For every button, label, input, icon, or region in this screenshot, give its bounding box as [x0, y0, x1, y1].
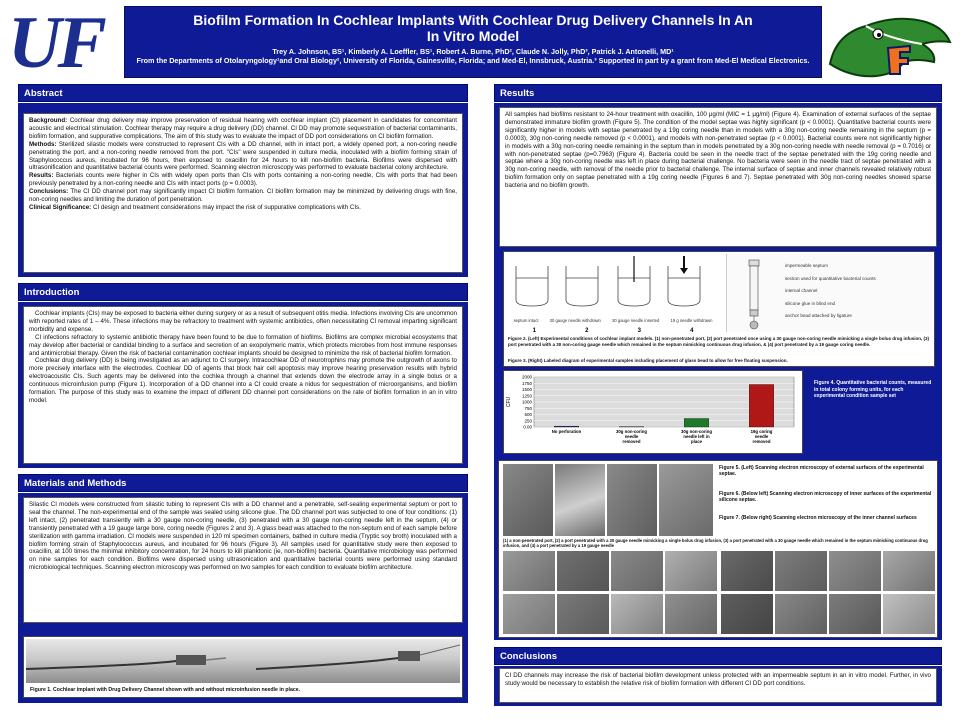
figure-6-caption: Figure 6. (Below left) Scanning electron microscopy of inner surfaces of the experimental silicone septae. [719, 491, 932, 504]
sem-channel-6 [775, 594, 827, 634]
introduction-panel [18, 302, 468, 468]
abstract-results: Bacterials counts were higher in CIs with widely open ports than CIs with ports containing a non-coring needle, CIs with ports that had been previously penetrated by a non-coring needle and CIs with intact ports (p = 0.0003). [29, 172, 457, 188]
chart-ytick-label: 1750 [521, 380, 532, 386]
chart-category-label: 30g non-coring [680, 429, 713, 434]
chart-ytick-label: 0.00 [523, 424, 532, 430]
figure-3-diagram [726, 254, 932, 332]
sem-conditions-caption: (1) a non-penetrated port, (2) a port penetrated with a 30 gauge needle mimicking a single bolus drug infusion, (3) a port penetrated with a 30 gauge needle which remained in the septum mimicking continuous drug infusion, and (4) a port penetrated by a 19 gauge needle [503, 538, 928, 549]
poster-title-line2: In Vitro Model [426, 28, 520, 44]
results-panel [494, 103, 942, 640]
abstract-clinical: CI design and treatment considerations may impact the risk of suppurative complications with CIs. [91, 203, 361, 211]
abstract-conclusions: The CI DD channel port may significantly impact CI biofilm formation. CI biofilm formation may be minimized by delivering drugs with fine, non-coring needles and limiting the duration of port penetration. [29, 188, 457, 204]
affiliations: From the Departments of Otolaryngology¹and Oral Biology², University of Florida, Gainesville, Florida; and Med-El, Innsbruck, Austria.³ Supported in part by a grant from Med-El Medical Electronics. [136, 56, 810, 65]
results-text: All samples had biofilms resistant to 24-hour treatment with oxacillin, 100 μg/ml (MIC = 1 μg/ml) (Figure 4). Examination of external surfaces of the septae demonstrated immature biofilm growth (Figure 5). The condition of the model septae was highly significant (p < 0.0001). Quantitative bacterial counts were significantly higher in models with septae penetrated by a 19g coring needle than in models with a 30g non-coring needle remaining in the septum (p = 0.0003), 30g non-coring needle removed (p < 0.0001), and models with non-penetrated septae (p < 0.0001). Bacterial counts were not significantly higher in models with a 30g non-coring needle remaining in the septum than in models penetrated by a 30g non-coring needle with needle removal (p = 0.7016) or with non-penetrated septae (p=0.7963) (Figure 4). Bacteria could be seen in the needle tract of the septae penetrated with the 19g coring needle and septae where a 30g non-coring needle was left in place during bacterial challenge. No bacteria were seen in the needle tract of septae penetrated with a 30g non-coring needle, with removal of the needle prior to bacterial challenge. The internal surface of septae and inner channels revealed relatively robust biofilm formation only on septae penetrated with a 19g coring needle (Figures 6 and 7). Septae penetrated with 30g non-coring needles showed sparse bacteria and no biofilm growth. [499, 107, 937, 247]
sem-inner-7 [611, 594, 663, 634]
figure-1-caption: Figure 1. Cochlear implant with Drug Delivery Channel shown with and without microinfusion needle in place. [30, 687, 301, 693]
introduction-p2: CI infections refractory to systemic antibiotic therapy have been found to be due to formation of biofilms. Biofilms are complex microbial ecosystems that may develop after bacterial or candidal binding to a surface and secretion of an exopolymeric matrix, which protects microbes from host immune responses and antimicrobial therapy. Given the risk of bacterial contamination cochlear implants should be designed to minimize the risk of bacterial biofilm formation. [29, 333, 457, 357]
chart-category-label: needle [754, 434, 769, 439]
fig2-num-2: 2 [585, 328, 589, 334]
chart-ytick-label: 500 [524, 412, 532, 417]
chart-category-label: needle [624, 434, 639, 439]
chart-ytick-label: 1250 [521, 393, 532, 399]
chart-category-label: 30g non-coring [615, 429, 648, 434]
abstract-background: Cochlear drug delivery may improve preservation of residual hearing with cochlear implant (CI) placement in candidates for concomitant acoustic and electrical stimulation. Cochlear therapy may require a drug delivery (DD) channel. CI DD may promote sequestration of bacterial contaminants, biofilm formation, and suppurative complications. The aim of this study was to evaluate the impact of DD port considerations on CI biofilm formation. [29, 117, 457, 140]
figure-3-labels [785, 260, 876, 323]
abstract-text [23, 113, 463, 273]
chart-category-label: 19g coring [750, 429, 773, 434]
sem-channel-3 [829, 551, 881, 591]
sem-channel-8 [883, 594, 935, 634]
fig2-num-1: 1 [532, 328, 536, 334]
chart-category-label: needle left in [683, 434, 710, 439]
fig3-label-3: internal channel [785, 288, 818, 293]
uf-logo [8, 2, 120, 84]
chart-bar [749, 385, 774, 428]
figures-2-3-panel [503, 251, 935, 367]
sem-channel-5 [721, 594, 773, 634]
chart-category-label: removed [622, 439, 641, 444]
sem-inner-4 [665, 551, 717, 591]
introduction-p3: Cochlear drug delivery (DD) is being investigated as an adjunct to CI surgery. Intracochlear DD of neurotrophins may promote the outgrowth of axons to more precisely interface with the electrodes. Cochlear DD of agents that block hair cell apoptosis may improve hearing preservation results with hybrid electroacoustic CIs. Such agents may be delivered into the cochlea through a channel that extends down the electrode array in a single bolus or a continuous microinfusion pump (Figure 1). Incorporation of a DD channel into a CI could create a nidus for sequestration of microorganisms, and biofilm formation. The purpose of this study was to examine the impact of different DD channel port considerations on the rate of biofilm formation in an in vitro model. [29, 357, 457, 404]
sem-inner-6 [557, 594, 609, 634]
chart-ytick-label: 1000 [521, 399, 532, 405]
sem-inner-2 [557, 551, 609, 591]
chart-category-label: removed [752, 439, 771, 444]
chart-ytick-label: 2000 [521, 374, 532, 380]
sem-image-1 [503, 464, 553, 536]
poster-title-line1: Biofilm Formation In Cochlear Implants With Cochlear Drug Delivery Channels In An [193, 12, 753, 28]
sem-image-4 [659, 464, 713, 536]
sem-channel-4 [883, 551, 935, 591]
chart-bar [554, 426, 579, 427]
figure-2-numbers [508, 328, 718, 334]
methods-heading: Materials and Methods [18, 474, 468, 492]
sem-channel-7 [829, 594, 881, 634]
sem-channel-1 [721, 551, 773, 591]
abstract-results-label: Results: [29, 172, 54, 180]
abstract-clinical-label: Clinical Significance: [29, 203, 92, 211]
sem-figures-panel [498, 460, 938, 638]
gator-mascot-logo [826, 4, 954, 84]
figure-3-caption: Figure 3. (Right) Labeled diagram of experimental samples including placement of glass bead to allow for free floating suspension. [508, 358, 788, 363]
sem-inner-8 [665, 594, 717, 634]
methods-text: Silastic CI models were constructed from silastic tubing to represent CIs with a DD channel and a penetrable, self-sealing experimental septum or port to seal the channel. The non-experimental end of the sample was sealed using silicone glue. The DD channel port was subjected to one of four conditions: (1) left intact, (2) penetrated transiently with a 30 gauge non-coring needle, (3) penetrated with a 30 gauge non-coring needle left in the septum, (4) or transiently penetrated with a 19 gauge large bore, coring needle (Figures 2 and 3). A glass bead was attached to the non-septum end of each sample before sterilization with gamma irradiation. CI models were suspended in 120 ml specimen containers, bathed in culture media (Tryptic soy broth) inoculated with a biofilm forming strain of Staphylococcus aureus, and incubated for 96 hours (Figure 3). All samples used for quantitative study were then exposed to oxacillin, at 100 times the minimal inhibitory concentration, for 24 hours to kill planktonic (ie, non-biofilm) bacteria. Quantitative microbiology was performed on nine samples for each condition. Biofilms were dispersed using ultrasonication and quantitative bacterial counts were performed using standard microbiological techniques. Scanning electron microscopy was performed on two samples for each condition to evaluate biofilm architecture. [23, 497, 463, 623]
chart-ytick-label: 250 [524, 418, 532, 424]
chart-ytick-label: 750 [524, 405, 532, 411]
abstract-heading: Abstract [18, 84, 468, 102]
abstract-methods-label: Methods: [29, 140, 57, 148]
abstract-methods: Sterilized silastic models were constructed to represent CIs with a DD channel, with in intact port, a widely opened port, a non-coring needle penetrating the port, and a non-coring needle removed from the port. "CIs" were suspended in culture media, inoculated with a biofilm forming strain of Staphylococcus aureus, incubated for 96 hours, then exposed to oxacillin for 24 hours to kill non-biofilm bacteria. Biofilms were dispersed with ultrasonification and quantitative bacterial counts were performed. Scanning electron microscopy was performed to evaluate bacterial colony architecture. [29, 140, 457, 172]
fig2-label-3: 30 gauge needle inserted [612, 318, 660, 323]
sem-inner-5 [503, 594, 555, 634]
methods-panel [18, 493, 468, 703]
results-heading: Results [494, 84, 942, 102]
chart-bar [684, 419, 709, 428]
authors: Trey A. Johnson, BS¹, Kimberly A. Loeffler, BS¹, Robert A. Burne, PhD², Claude N. Jolly, PhD³, Patrick J. Antonelli, MD¹ [272, 47, 674, 56]
fig2-num-3: 3 [637, 328, 641, 334]
fig3-label-4: silicone glue in blind end [785, 300, 836, 306]
chart-category-label: No perforation [551, 429, 582, 434]
figure-2-caption: Figure 2. (Left) Experimental conditions of cochlear implant models. (1) non-penetrated port, (2) port penetrated once using a 30 gauge non-coring needle mimicking a single bolus drug infusion, (3) port penetrated with a 30 non-coring gauge needle which remained in the septum mimicking continuous drug infusion, & (4) port penetrated by a 19 gauge coring needle. [508, 336, 930, 347]
sem-inner-3 [611, 551, 663, 591]
fig3-label-2: section used for quantitative bacterial counts [785, 275, 876, 281]
sem-channel-2 [775, 551, 827, 591]
figure-7-caption: Figure 7. (Below right) Scanning electron microscopy of the inner channel surfaces [719, 515, 917, 521]
fig3-label-1: impermeable septum [785, 263, 828, 268]
fig2-label-4: 19 g needle withdrawn [670, 318, 713, 323]
conclusions-text: CI DD channels may increase the risk of bacterial biofilm development unless protected with an impermeable septum in an in vitro model. Further, in vivo study would be necessary to establish the relative risk of biofilm formation with different CI DD port conditions. [499, 668, 937, 703]
figure-1-photo [26, 639, 460, 683]
poster-header [124, 6, 822, 78]
abstract-background-label: Background: [29, 117, 68, 124]
figure-2-diagram [508, 256, 718, 318]
introduction-heading: Introduction [18, 283, 468, 301]
conclusions-heading: Conclusions [494, 647, 942, 665]
conclusions-panel [494, 666, 942, 706]
figure-4-caption: Figure 4. Quantitative bacterial counts, measured in total colony forming units, for each experimental condition sample set [814, 380, 932, 399]
chart-ytick-label: 1500 [521, 387, 532, 392]
uf-logo-text: UF [8, 2, 103, 84]
abstract-conclusions-label: Conclusions: [29, 188, 69, 196]
sem-inner-1 [503, 551, 555, 591]
introduction-text [23, 306, 463, 464]
sem-image-3 [607, 464, 657, 536]
figure-4-bar-chart [504, 371, 802, 453]
chart-category-label: place [691, 439, 702, 444]
chart-ylabel: CFU [506, 396, 512, 408]
figure-2-labels [508, 318, 718, 326]
abstract-panel [18, 103, 468, 277]
fig2-label-1: septum intact [513, 318, 539, 323]
fig2-label-2: 30 gauge needle withdrawn [549, 318, 601, 323]
fig3-label-5: anchor bead attached by ligature [785, 313, 852, 318]
figure-1-panel [23, 636, 463, 698]
introduction-p1: Cochlear implants (CIs) may be exposed to bacteria either during surgery or as a result of subsequent otitis media. Infections involving CIs are uncommon with reported rates of 1 – 4%. These infections may be refractory to treatment with systemic antibiotics, often necessitating CI removal imparting significant morbidity and expense. [29, 310, 457, 333]
fig2-num-4: 4 [690, 328, 694, 334]
figure-5-caption: Figure 5. (Left) Scanning electron microscopy of external surfaces of the experimental septae. [719, 465, 924, 478]
figure-4-chart-panel [503, 370, 803, 454]
sem-image-2 [555, 464, 605, 536]
